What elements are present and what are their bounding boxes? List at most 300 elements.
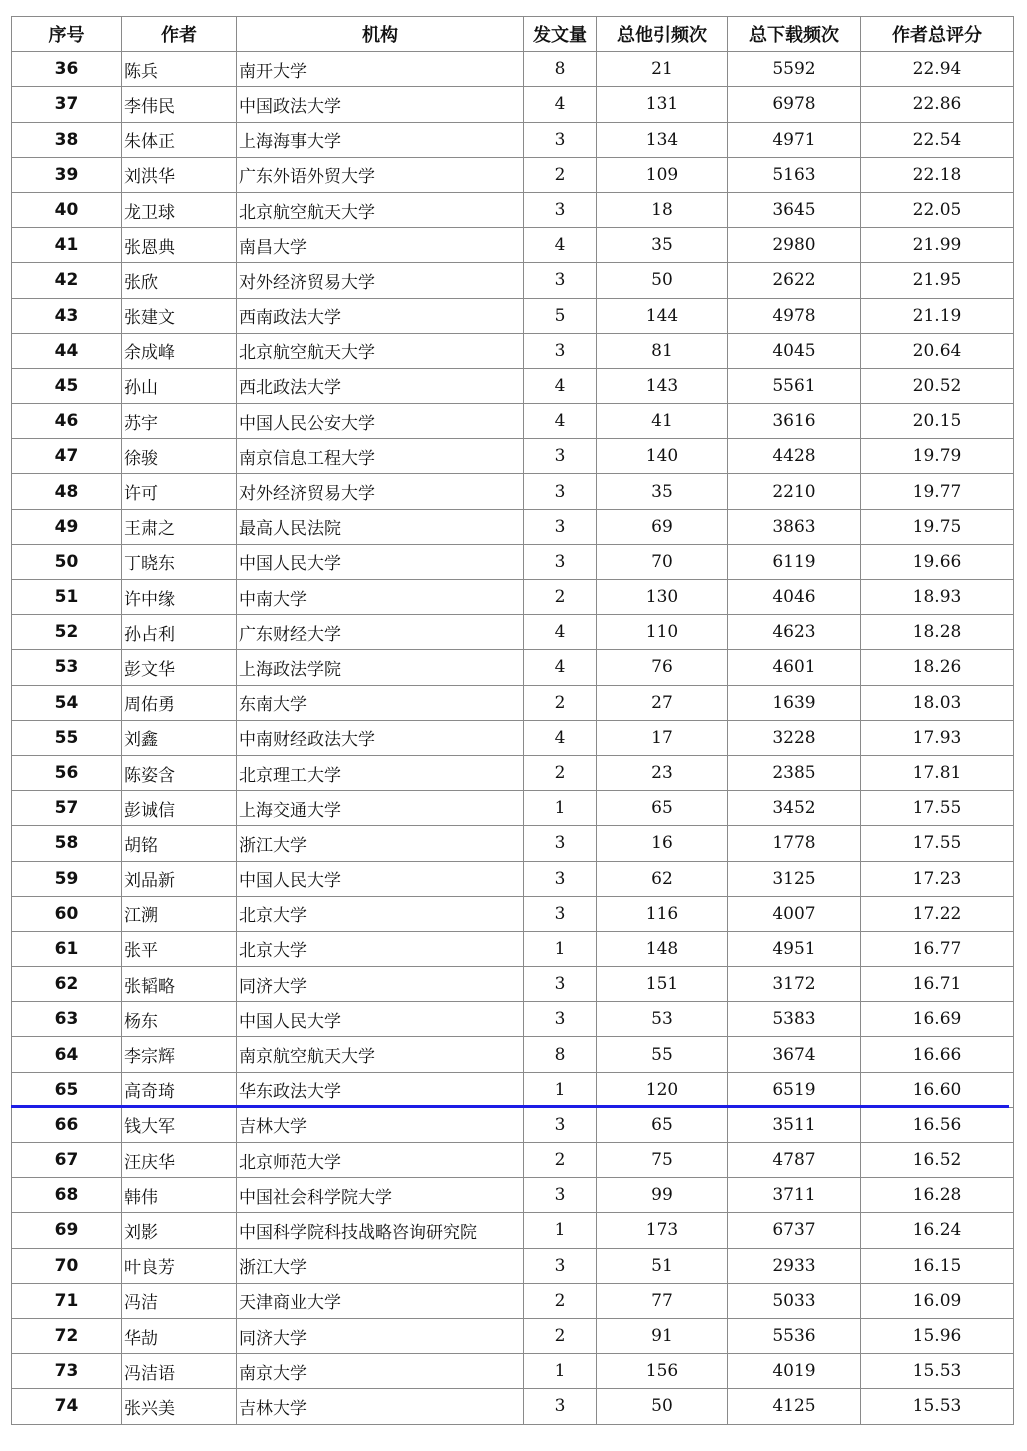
cell-institution: 南京航空航天大学 xyxy=(237,1037,524,1072)
table-row xyxy=(12,228,1014,263)
cell-score: 16.28 xyxy=(861,1178,1014,1213)
cell-citations: 62 xyxy=(597,861,728,896)
cell-paper-count: 3 xyxy=(524,826,597,861)
cell-author: 刘影 xyxy=(122,1213,237,1248)
cell-author: 刘洪华 xyxy=(122,157,237,192)
cell-paper-count: 2 xyxy=(524,1143,597,1178)
cell-author: 冯洁 xyxy=(122,1283,237,1318)
cell-index: 62 xyxy=(12,967,122,1002)
cell-citations: 91 xyxy=(597,1318,728,1353)
cell-downloads: 2385 xyxy=(728,755,861,790)
cell-author: 张平 xyxy=(122,931,237,966)
cell-author: 李宗辉 xyxy=(122,1037,237,1072)
header-row xyxy=(12,17,1014,52)
cell-author: 李伟民 xyxy=(122,87,237,122)
cell-paper-count: 1 xyxy=(524,1354,597,1389)
table-row xyxy=(12,263,1014,298)
table-row xyxy=(12,1107,1014,1142)
cell-citations: 130 xyxy=(597,580,728,615)
table-row xyxy=(12,157,1014,192)
cell-score: 22.05 xyxy=(861,192,1014,227)
cell-institution: 吉林大学 xyxy=(237,1389,524,1424)
cell-paper-count: 2 xyxy=(524,1283,597,1318)
table-row xyxy=(12,755,1014,790)
cell-paper-count: 3 xyxy=(524,439,597,474)
cell-score: 16.09 xyxy=(861,1283,1014,1318)
cell-downloads: 4046 xyxy=(728,580,861,615)
col-header-index: 序号 xyxy=(12,17,122,52)
cell-institution: 中南大学 xyxy=(237,580,524,615)
cell-institution: 同济大学 xyxy=(237,967,524,1002)
cell-paper-count: 4 xyxy=(524,650,597,685)
cell-citations: 53 xyxy=(597,1002,728,1037)
cell-institution: 上海海事大学 xyxy=(237,122,524,157)
cell-downloads: 3511 xyxy=(728,1107,861,1142)
cell-paper-count: 1 xyxy=(524,931,597,966)
cell-citations: 50 xyxy=(597,1389,728,1424)
cell-index: 51 xyxy=(12,580,122,615)
cell-citations: 151 xyxy=(597,967,728,1002)
cell-paper-count: 4 xyxy=(524,720,597,755)
cell-downloads: 2980 xyxy=(728,228,861,263)
cell-index: 49 xyxy=(12,509,122,544)
cell-index: 61 xyxy=(12,931,122,966)
cell-index: 36 xyxy=(12,52,122,87)
cell-score: 19.77 xyxy=(861,474,1014,509)
cell-institution: 华东政法大学 xyxy=(237,1072,524,1107)
cell-author: 许可 xyxy=(122,474,237,509)
cell-institution: 中国人民大学 xyxy=(237,544,524,579)
cell-citations: 16 xyxy=(597,826,728,861)
cell-paper-count: 5 xyxy=(524,298,597,333)
cell-paper-count: 4 xyxy=(524,615,597,650)
cell-citations: 140 xyxy=(597,439,728,474)
cell-downloads: 5536 xyxy=(728,1318,861,1353)
cell-index: 44 xyxy=(12,333,122,368)
cell-institution: 北京航空航天大学 xyxy=(237,192,524,227)
cell-downloads: 4623 xyxy=(728,615,861,650)
cell-author: 彭文华 xyxy=(122,650,237,685)
cell-author: 冯洁语 xyxy=(122,1354,237,1389)
cell-score: 18.28 xyxy=(861,615,1014,650)
table-row xyxy=(12,52,1014,87)
cell-citations: 116 xyxy=(597,896,728,931)
cell-institution: 北京理工大学 xyxy=(237,755,524,790)
col-header-citations: 总他引频次 xyxy=(597,17,728,52)
cell-score: 16.15 xyxy=(861,1248,1014,1283)
cell-downloads: 4971 xyxy=(728,122,861,157)
cell-institution: 南京信息工程大学 xyxy=(237,439,524,474)
cell-author: 叶良芳 xyxy=(122,1248,237,1283)
cell-index: 52 xyxy=(12,615,122,650)
cell-score: 16.56 xyxy=(861,1107,1014,1142)
cell-author: 胡铭 xyxy=(122,826,237,861)
cell-index: 72 xyxy=(12,1318,122,1353)
cell-downloads: 5592 xyxy=(728,52,861,87)
cell-institution: 北京大学 xyxy=(237,931,524,966)
cell-index: 60 xyxy=(12,896,122,931)
table-row xyxy=(12,896,1014,931)
cell-paper-count: 1 xyxy=(524,1072,597,1107)
cell-citations: 143 xyxy=(597,368,728,403)
cell-institution: 中国政法大学 xyxy=(237,87,524,122)
cell-citations: 51 xyxy=(597,1248,728,1283)
cell-institution: 上海政法学院 xyxy=(237,650,524,685)
cell-paper-count: 4 xyxy=(524,87,597,122)
cell-index: 38 xyxy=(12,122,122,157)
cell-downloads: 4601 xyxy=(728,650,861,685)
cell-downloads: 5033 xyxy=(728,1283,861,1318)
cell-citations: 65 xyxy=(597,791,728,826)
table-row xyxy=(12,685,1014,720)
cell-author: 孙山 xyxy=(122,368,237,403)
cell-author: 钱大军 xyxy=(122,1107,237,1142)
cell-index: 57 xyxy=(12,791,122,826)
cell-paper-count: 3 xyxy=(524,1178,597,1213)
table-row xyxy=(12,439,1014,474)
cell-paper-count: 3 xyxy=(524,861,597,896)
cell-paper-count: 4 xyxy=(524,228,597,263)
table-row xyxy=(12,1037,1014,1072)
table-row xyxy=(12,580,1014,615)
cell-paper-count: 4 xyxy=(524,368,597,403)
cell-index: 45 xyxy=(12,368,122,403)
cell-downloads: 3674 xyxy=(728,1037,861,1072)
cell-institution: 北京大学 xyxy=(237,896,524,931)
cell-downloads: 2210 xyxy=(728,474,861,509)
cell-paper-count: 1 xyxy=(524,791,597,826)
table-row xyxy=(12,791,1014,826)
table-row xyxy=(12,1318,1014,1353)
cell-downloads: 2622 xyxy=(728,263,861,298)
cell-institution: 对外经济贸易大学 xyxy=(237,263,524,298)
cell-citations: 120 xyxy=(597,1072,728,1107)
cell-index: 43 xyxy=(12,298,122,333)
cell-citations: 41 xyxy=(597,404,728,439)
cell-downloads: 5561 xyxy=(728,368,861,403)
cell-score: 15.53 xyxy=(861,1354,1014,1389)
cell-index: 59 xyxy=(12,861,122,896)
table-row xyxy=(12,368,1014,403)
cell-score: 16.71 xyxy=(861,967,1014,1002)
table-row xyxy=(12,333,1014,368)
cell-paper-count: 2 xyxy=(524,685,597,720)
cell-citations: 75 xyxy=(597,1143,728,1178)
cell-paper-count: 1 xyxy=(524,1213,597,1248)
cell-institution: 南昌大学 xyxy=(237,228,524,263)
cell-paper-count: 3 xyxy=(524,544,597,579)
cell-paper-count: 3 xyxy=(524,122,597,157)
cell-paper-count: 2 xyxy=(524,157,597,192)
cell-author: 朱体正 xyxy=(122,122,237,157)
cell-author: 韩伟 xyxy=(122,1178,237,1213)
col-header-institution: 机构 xyxy=(237,17,524,52)
cell-score: 16.60 xyxy=(861,1072,1014,1107)
cell-index: 58 xyxy=(12,826,122,861)
cell-downloads: 3711 xyxy=(728,1178,861,1213)
cell-paper-count: 2 xyxy=(524,580,597,615)
cell-downloads: 3645 xyxy=(728,192,861,227)
cell-score: 17.55 xyxy=(861,826,1014,861)
table-row xyxy=(12,509,1014,544)
cell-citations: 35 xyxy=(597,228,728,263)
table-row xyxy=(12,1213,1014,1248)
table-row xyxy=(12,1072,1014,1107)
cell-institution: 广东财经大学 xyxy=(237,615,524,650)
cell-score: 17.55 xyxy=(861,791,1014,826)
table-row xyxy=(12,474,1014,509)
cell-institution: 北京师范大学 xyxy=(237,1143,524,1178)
cell-score: 18.26 xyxy=(861,650,1014,685)
cell-paper-count: 3 xyxy=(524,1248,597,1283)
cell-author: 张欣 xyxy=(122,263,237,298)
cell-score: 17.81 xyxy=(861,755,1014,790)
cell-score: 21.19 xyxy=(861,298,1014,333)
cell-institution: 吉林大学 xyxy=(237,1107,524,1142)
cell-author: 杨东 xyxy=(122,1002,237,1037)
cell-author: 华劼 xyxy=(122,1318,237,1353)
cell-score: 21.99 xyxy=(861,228,1014,263)
cell-citations: 17 xyxy=(597,720,728,755)
cell-score: 20.15 xyxy=(861,404,1014,439)
cell-paper-count: 3 xyxy=(524,474,597,509)
cell-institution: 上海交通大学 xyxy=(237,791,524,826)
cell-author: 刘品新 xyxy=(122,861,237,896)
cell-paper-count: 2 xyxy=(524,755,597,790)
table-body xyxy=(12,52,1014,1424)
cell-downloads: 3125 xyxy=(728,861,861,896)
cell-score: 20.52 xyxy=(861,368,1014,403)
cell-downloads: 4787 xyxy=(728,1143,861,1178)
cell-institution: 天津商业大学 xyxy=(237,1283,524,1318)
cell-downloads: 4978 xyxy=(728,298,861,333)
highlight-underline xyxy=(11,1105,1009,1108)
table-row xyxy=(12,1002,1014,1037)
cell-downloads: 5163 xyxy=(728,157,861,192)
cell-downloads: 3452 xyxy=(728,791,861,826)
cell-score: 19.75 xyxy=(861,509,1014,544)
table-row xyxy=(12,967,1014,1002)
col-header-paper-count: 发文量 xyxy=(524,17,597,52)
cell-author: 徐骏 xyxy=(122,439,237,474)
cell-institution: 中国科学院科技战略咨询研究院 xyxy=(237,1213,524,1248)
col-header-author: 作者 xyxy=(122,17,237,52)
cell-citations: 76 xyxy=(597,650,728,685)
cell-downloads: 6978 xyxy=(728,87,861,122)
cell-downloads: 6519 xyxy=(728,1072,861,1107)
cell-index: 63 xyxy=(12,1002,122,1037)
cell-downloads: 4428 xyxy=(728,439,861,474)
cell-index: 56 xyxy=(12,755,122,790)
cell-index: 54 xyxy=(12,685,122,720)
cell-paper-count: 3 xyxy=(524,192,597,227)
table-row xyxy=(12,1389,1014,1424)
cell-index: 67 xyxy=(12,1143,122,1178)
cell-index: 69 xyxy=(12,1213,122,1248)
table-row xyxy=(12,298,1014,333)
cell-paper-count: 8 xyxy=(524,52,597,87)
col-header-score: 作者总评分 xyxy=(861,17,1014,52)
cell-author: 龙卫球 xyxy=(122,192,237,227)
table-row xyxy=(12,1178,1014,1213)
cell-institution: 广东外语外贸大学 xyxy=(237,157,524,192)
cell-institution: 西北政法大学 xyxy=(237,368,524,403)
cell-paper-count: 3 xyxy=(524,263,597,298)
cell-citations: 50 xyxy=(597,263,728,298)
cell-citations: 23 xyxy=(597,755,728,790)
cell-citations: 77 xyxy=(597,1283,728,1318)
cell-score: 22.94 xyxy=(861,52,1014,87)
cell-score: 19.79 xyxy=(861,439,1014,474)
cell-downloads: 2933 xyxy=(728,1248,861,1283)
cell-author: 苏宇 xyxy=(122,404,237,439)
cell-index: 65 xyxy=(12,1072,122,1107)
cell-score: 17.22 xyxy=(861,896,1014,931)
cell-institution: 南开大学 xyxy=(237,52,524,87)
cell-score: 15.53 xyxy=(861,1389,1014,1424)
cell-downloads: 3863 xyxy=(728,509,861,544)
cell-author: 江溯 xyxy=(122,896,237,931)
col-header-downloads: 总下载频次 xyxy=(728,17,861,52)
cell-institution: 同济大学 xyxy=(237,1318,524,1353)
cell-author: 周佑勇 xyxy=(122,685,237,720)
cell-author: 余成峰 xyxy=(122,333,237,368)
cell-downloads: 5383 xyxy=(728,1002,861,1037)
table-row xyxy=(12,404,1014,439)
cell-score: 18.93 xyxy=(861,580,1014,615)
cell-author: 彭诚信 xyxy=(122,791,237,826)
cell-index: 68 xyxy=(12,1178,122,1213)
cell-downloads: 1639 xyxy=(728,685,861,720)
cell-author: 张恩典 xyxy=(122,228,237,263)
cell-citations: 35 xyxy=(597,474,728,509)
cell-downloads: 4125 xyxy=(728,1389,861,1424)
author-ranking-table xyxy=(11,16,1014,1425)
cell-author: 张兴美 xyxy=(122,1389,237,1424)
cell-institution: 浙江大学 xyxy=(237,826,524,861)
table-row xyxy=(12,650,1014,685)
cell-institution: 东南大学 xyxy=(237,685,524,720)
cell-institution: 中国人民大学 xyxy=(237,1002,524,1037)
cell-index: 42 xyxy=(12,263,122,298)
cell-citations: 173 xyxy=(597,1213,728,1248)
table-row xyxy=(12,1143,1014,1178)
cell-paper-count: 3 xyxy=(524,333,597,368)
cell-index: 46 xyxy=(12,404,122,439)
cell-downloads: 3172 xyxy=(728,967,861,1002)
cell-author: 高奇琦 xyxy=(122,1072,237,1107)
cell-author: 孙占利 xyxy=(122,615,237,650)
cell-citations: 144 xyxy=(597,298,728,333)
cell-index: 74 xyxy=(12,1389,122,1424)
cell-index: 40 xyxy=(12,192,122,227)
cell-index: 37 xyxy=(12,87,122,122)
cell-citations: 109 xyxy=(597,157,728,192)
cell-downloads: 4019 xyxy=(728,1354,861,1389)
cell-score: 16.77 xyxy=(861,931,1014,966)
cell-citations: 156 xyxy=(597,1354,728,1389)
cell-score: 16.52 xyxy=(861,1143,1014,1178)
cell-index: 50 xyxy=(12,544,122,579)
cell-author: 王肃之 xyxy=(122,509,237,544)
cell-author: 丁晓东 xyxy=(122,544,237,579)
table-row xyxy=(12,544,1014,579)
cell-citations: 21 xyxy=(597,52,728,87)
cell-downloads: 3616 xyxy=(728,404,861,439)
cell-score: 17.23 xyxy=(861,861,1014,896)
cell-paper-count: 8 xyxy=(524,1037,597,1072)
table-row xyxy=(12,1354,1014,1389)
cell-score: 16.66 xyxy=(861,1037,1014,1072)
cell-index: 73 xyxy=(12,1354,122,1389)
table-row xyxy=(12,1283,1014,1318)
cell-author: 许中缘 xyxy=(122,580,237,615)
cell-institution: 浙江大学 xyxy=(237,1248,524,1283)
cell-institution: 最高人民法院 xyxy=(237,509,524,544)
table-row xyxy=(12,192,1014,227)
cell-citations: 70 xyxy=(597,544,728,579)
cell-score: 19.66 xyxy=(861,544,1014,579)
cell-paper-count: 3 xyxy=(524,509,597,544)
cell-paper-count: 2 xyxy=(524,1318,597,1353)
cell-institution: 中国人民大学 xyxy=(237,861,524,896)
cell-index: 39 xyxy=(12,157,122,192)
cell-score: 20.64 xyxy=(861,333,1014,368)
cell-citations: 134 xyxy=(597,122,728,157)
cell-index: 55 xyxy=(12,720,122,755)
cell-paper-count: 3 xyxy=(524,1002,597,1037)
cell-index: 71 xyxy=(12,1283,122,1318)
cell-citations: 99 xyxy=(597,1178,728,1213)
cell-paper-count: 3 xyxy=(524,1389,597,1424)
cell-index: 64 xyxy=(12,1037,122,1072)
cell-paper-count: 3 xyxy=(524,967,597,1002)
cell-author: 刘鑫 xyxy=(122,720,237,755)
cell-score: 16.24 xyxy=(861,1213,1014,1248)
cell-citations: 18 xyxy=(597,192,728,227)
cell-citations: 65 xyxy=(597,1107,728,1142)
cell-downloads: 4951 xyxy=(728,931,861,966)
cell-score: 22.54 xyxy=(861,122,1014,157)
cell-citations: 27 xyxy=(597,685,728,720)
cell-index: 47 xyxy=(12,439,122,474)
cell-institution: 对外经济贸易大学 xyxy=(237,474,524,509)
cell-citations: 131 xyxy=(597,87,728,122)
cell-author: 汪庆华 xyxy=(122,1143,237,1178)
cell-index: 66 xyxy=(12,1107,122,1142)
cell-author: 张建文 xyxy=(122,298,237,333)
table-row xyxy=(12,861,1014,896)
cell-index: 70 xyxy=(12,1248,122,1283)
cell-score: 21.95 xyxy=(861,263,1014,298)
cell-author: 陈兵 xyxy=(122,52,237,87)
cell-institution: 北京航空航天大学 xyxy=(237,333,524,368)
cell-downloads: 3228 xyxy=(728,720,861,755)
table-row xyxy=(12,87,1014,122)
cell-citations: 69 xyxy=(597,509,728,544)
cell-paper-count: 4 xyxy=(524,404,597,439)
cell-paper-count: 3 xyxy=(524,896,597,931)
cell-score: 22.86 xyxy=(861,87,1014,122)
cell-institution: 南京大学 xyxy=(237,1354,524,1389)
cell-downloads: 6119 xyxy=(728,544,861,579)
cell-institution: 西南政法大学 xyxy=(237,298,524,333)
cell-index: 53 xyxy=(12,650,122,685)
cell-citations: 55 xyxy=(597,1037,728,1072)
cell-institution: 中南财经政法大学 xyxy=(237,720,524,755)
cell-citations: 81 xyxy=(597,333,728,368)
cell-score: 18.03 xyxy=(861,685,1014,720)
